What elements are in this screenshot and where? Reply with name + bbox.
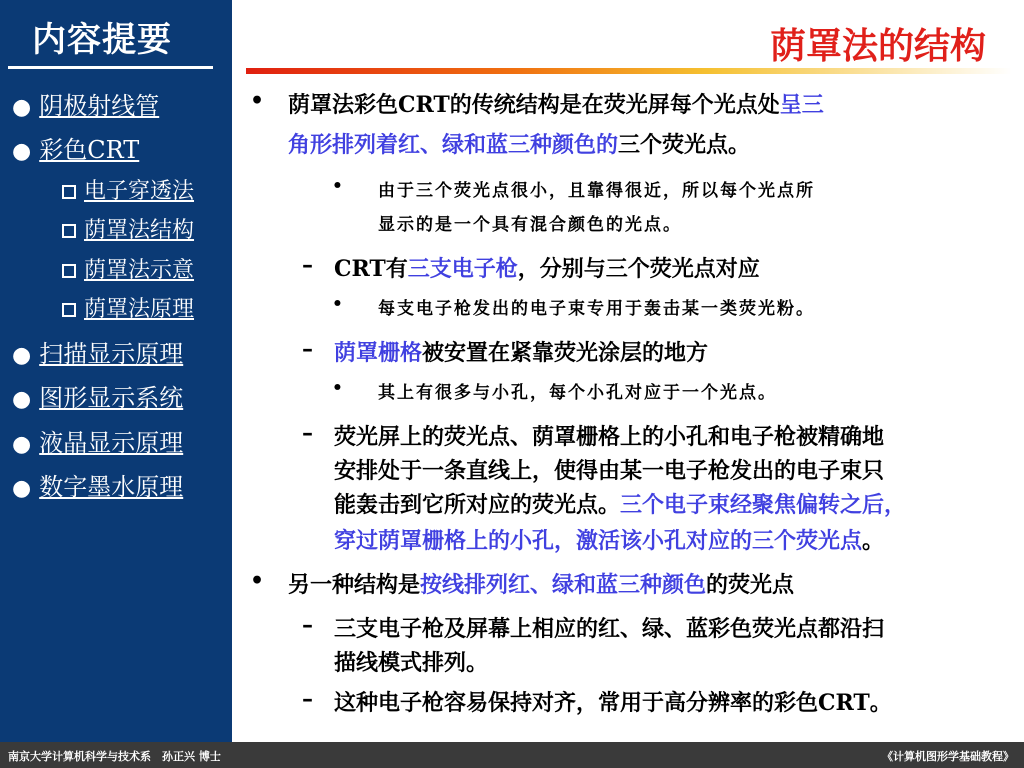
nav-label: 图形显示系统 xyxy=(39,384,184,412)
bullet-1-sub-line-1: 由于三个荧光点很小，且靠得很近，所以每个光点所 xyxy=(378,181,815,201)
bullet-dot-icon: ● xyxy=(12,387,32,412)
dash-1-line: CRT有三支电子枪，分别与三个荧光点对应 xyxy=(334,256,760,282)
bullet-dot-icon: ● xyxy=(12,139,32,164)
footer-author: 南京大学计算机科学与技术系 孙正兴 博士 xyxy=(8,750,221,763)
bullet-1-line-1: 荫罩法彩色CRT的传统结构是在荧光屏每个光点处呈三 xyxy=(288,92,824,118)
nav-label: 彩色CRT xyxy=(39,136,140,164)
dash-3-line-3: 能轰击到它所对应的荧光点。三个电子束经聚焦偏转之后， xyxy=(334,492,907,518)
nav-label: 液晶显示原理 xyxy=(39,429,184,457)
square-bullet-icon xyxy=(62,185,76,199)
bullet-1-sub-line-2: 显示的是一个具有混合颜色的光点。 xyxy=(378,215,682,235)
nav-item-cathode-ray-tube[interactable] xyxy=(12,86,159,121)
dash-1-sub-line: 每支电子枪发出的电子束专用于轰击某一类荧光粉。 xyxy=(378,299,815,319)
dash-marker: – xyxy=(302,252,313,278)
nav-label: 荫罩法结构 xyxy=(84,218,195,243)
dash-2-sub-line: 其上有很多与小孔，每个小孔对应于一个光点。 xyxy=(378,383,777,403)
dash-marker: – xyxy=(302,336,313,362)
dash-5-line: 这种电子枪容易保持对齐，常用于高分辨率的彩色CRT。 xyxy=(334,690,892,716)
nav-label: 荫罩法原理 xyxy=(84,297,195,322)
dash-marker: – xyxy=(302,686,313,712)
nav-item-digital-ink[interactable] xyxy=(12,467,183,502)
dash-4-line-1: 三支电子枪及屏幕上相应的红、绿、蓝彩色荧光点都沿扫 xyxy=(334,616,885,642)
bullet-1-line-2: 角形排列着红、绿和蓝三种颜色的三个荧光点。 xyxy=(288,132,751,158)
dash-4-line-2: 描线模式排列。 xyxy=(334,650,489,676)
title-gradient-rule xyxy=(246,68,1012,74)
bullet-marker: • xyxy=(332,378,345,398)
nav-label: 数字墨水原理 xyxy=(39,473,184,501)
square-bullet-icon xyxy=(62,264,76,278)
dash-marker: – xyxy=(302,420,313,446)
nav-item-graphics-display-system[interactable] xyxy=(12,378,183,413)
sidebar-divider xyxy=(8,66,213,69)
nav-label: 阴极射线管 xyxy=(39,92,160,120)
nav-item-color-crt[interactable] xyxy=(12,130,139,165)
bullet-2-line: 另一种结构是按线排列红、绿和蓝三种颜色的荧光点 xyxy=(288,572,795,598)
bullet-dot-icon: ● xyxy=(12,343,32,368)
nav-label: 扫描显示原理 xyxy=(39,340,184,368)
footer-bar xyxy=(0,742,1024,768)
dash-3-line-1: 荧光屏上的荧光点、荫罩栅格上的小孔和电子枪被精确地 xyxy=(334,424,885,450)
footer-course: 《计算机图形学基础教程》 xyxy=(882,750,1014,763)
slide-title: 荫罩法的结构 xyxy=(769,26,986,67)
dash-3-line-2: 安排处于一条直线上，使得由某一电子枪发出的电子束只 xyxy=(334,458,885,484)
nav-label: 电子穿透法 xyxy=(84,179,195,204)
square-bullet-icon xyxy=(62,303,76,317)
nav-subitem-shadow-mask-structure[interactable] xyxy=(62,213,194,244)
nav-label: 荫罩法示意 xyxy=(84,258,195,283)
dash-2-line: 荫罩栅格被安置在紧靠荧光涂层的地方 xyxy=(334,340,709,366)
dash-3-line-4: 穿过荫罩栅格上的小孔，激活该小孔对应的三个荧光点。 xyxy=(334,528,885,554)
nav-item-scan-display[interactable] xyxy=(12,334,183,369)
bullet-marker: • xyxy=(250,568,265,594)
bullet-dot-icon: ● xyxy=(12,432,32,457)
sidebar-title: 内容提要 xyxy=(32,20,172,60)
square-bullet-icon xyxy=(62,224,76,238)
bullet-marker: • xyxy=(250,88,265,114)
nav-subitem-shadow-mask-diagram[interactable] xyxy=(62,253,194,284)
nav-subitem-penetration[interactable] xyxy=(62,174,194,205)
sidebar xyxy=(0,0,232,742)
nav-item-lcd-principle[interactable] xyxy=(12,423,183,458)
bullet-dot-icon: ● xyxy=(12,95,32,120)
bullet-marker: • xyxy=(332,176,345,196)
bullet-marker: • xyxy=(332,294,345,314)
nav-subitem-shadow-mask-principle[interactable] xyxy=(62,292,194,323)
bullet-dot-icon: ● xyxy=(12,476,32,501)
dash-marker: – xyxy=(302,612,313,638)
